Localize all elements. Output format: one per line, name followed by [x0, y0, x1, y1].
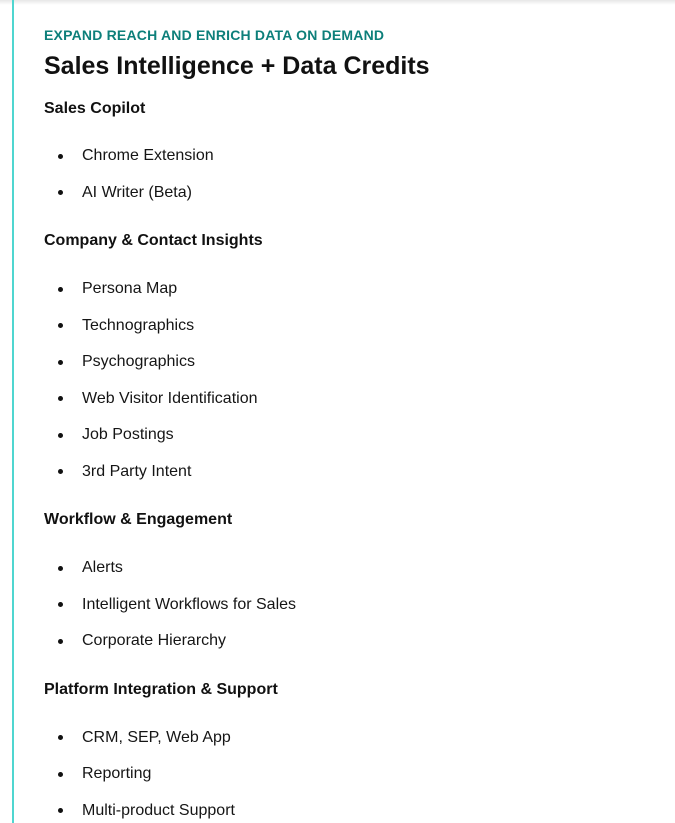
list-item	[44, 756, 664, 793]
bullet-icon	[58, 154, 63, 159]
group-title: Company & Contact Insights	[44, 232, 263, 249]
list-item-label: Persona Map	[82, 280, 178, 298]
top-shadow	[0, 0, 675, 5]
bullet-icon	[58, 808, 63, 813]
page-title: Sales Intelligence + Data Credits	[44, 52, 430, 80]
bullet-icon	[58, 735, 63, 740]
list-item-label: AI Writer (Beta)	[82, 183, 192, 201]
list-item	[44, 271, 664, 308]
list-item-label: 3rd Party Intent	[82, 462, 192, 480]
list-item	[44, 308, 664, 345]
list-item	[44, 138, 664, 175]
list-item	[44, 793, 664, 823]
list-item	[44, 587, 664, 624]
feature-group-company-contact-insights	[44, 231, 664, 490]
feature-group-platform-integration-support	[44, 680, 664, 823]
list-item-label: Job Postings	[82, 426, 174, 444]
group-title: Workflow & Engagement	[44, 511, 233, 528]
list-item	[44, 550, 664, 587]
list-item-label: Alerts	[82, 559, 123, 577]
feature-group-sales-copilot	[44, 99, 664, 211]
list-item	[44, 454, 664, 491]
list-item-label: Technographics	[82, 316, 195, 334]
list-item	[44, 175, 664, 212]
eyebrow-label: EXPAND REACH AND ENRICH DATA ON DEMAND	[44, 27, 385, 43]
list-item-label: Chrome Extension	[82, 147, 214, 165]
list-item-label: Multi-product Support	[82, 801, 235, 819]
bullet-icon	[58, 433, 63, 438]
bullet-icon	[58, 772, 63, 777]
group-title: Sales Copilot	[44, 100, 146, 117]
feature-list	[44, 550, 664, 660]
bullet-icon	[58, 190, 63, 195]
list-item-label: Intelligent Workflows for Sales	[82, 595, 297, 613]
list-item	[44, 720, 664, 757]
list-item-label: Psychographics	[82, 353, 195, 371]
list-item-label: CRM, SEP, Web App	[82, 728, 231, 746]
feature-list	[44, 720, 664, 823]
list-item	[44, 344, 664, 381]
bullet-icon	[58, 360, 63, 365]
bullet-icon	[58, 566, 63, 571]
list-item-label: Corporate Hierarchy	[82, 632, 227, 650]
accent-line	[12, 0, 14, 823]
list-item	[44, 381, 664, 418]
bullet-icon	[58, 639, 63, 644]
group-title: Platform Integration & Support	[44, 680, 278, 698]
feature-list	[44, 271, 664, 490]
list-item	[44, 417, 664, 454]
list-item-label: Reporting	[82, 765, 152, 783]
list-item-label: Web Visitor Identification	[82, 389, 258, 407]
feature-content	[44, 26, 664, 823]
feature-list	[44, 138, 664, 211]
list-item	[44, 623, 664, 660]
feature-group-workflow-engagement	[44, 510, 664, 660]
bullet-icon	[58, 323, 63, 328]
bullet-icon	[58, 469, 63, 474]
bullet-icon	[58, 602, 63, 607]
bullet-icon	[58, 396, 63, 401]
bullet-icon	[58, 287, 63, 292]
